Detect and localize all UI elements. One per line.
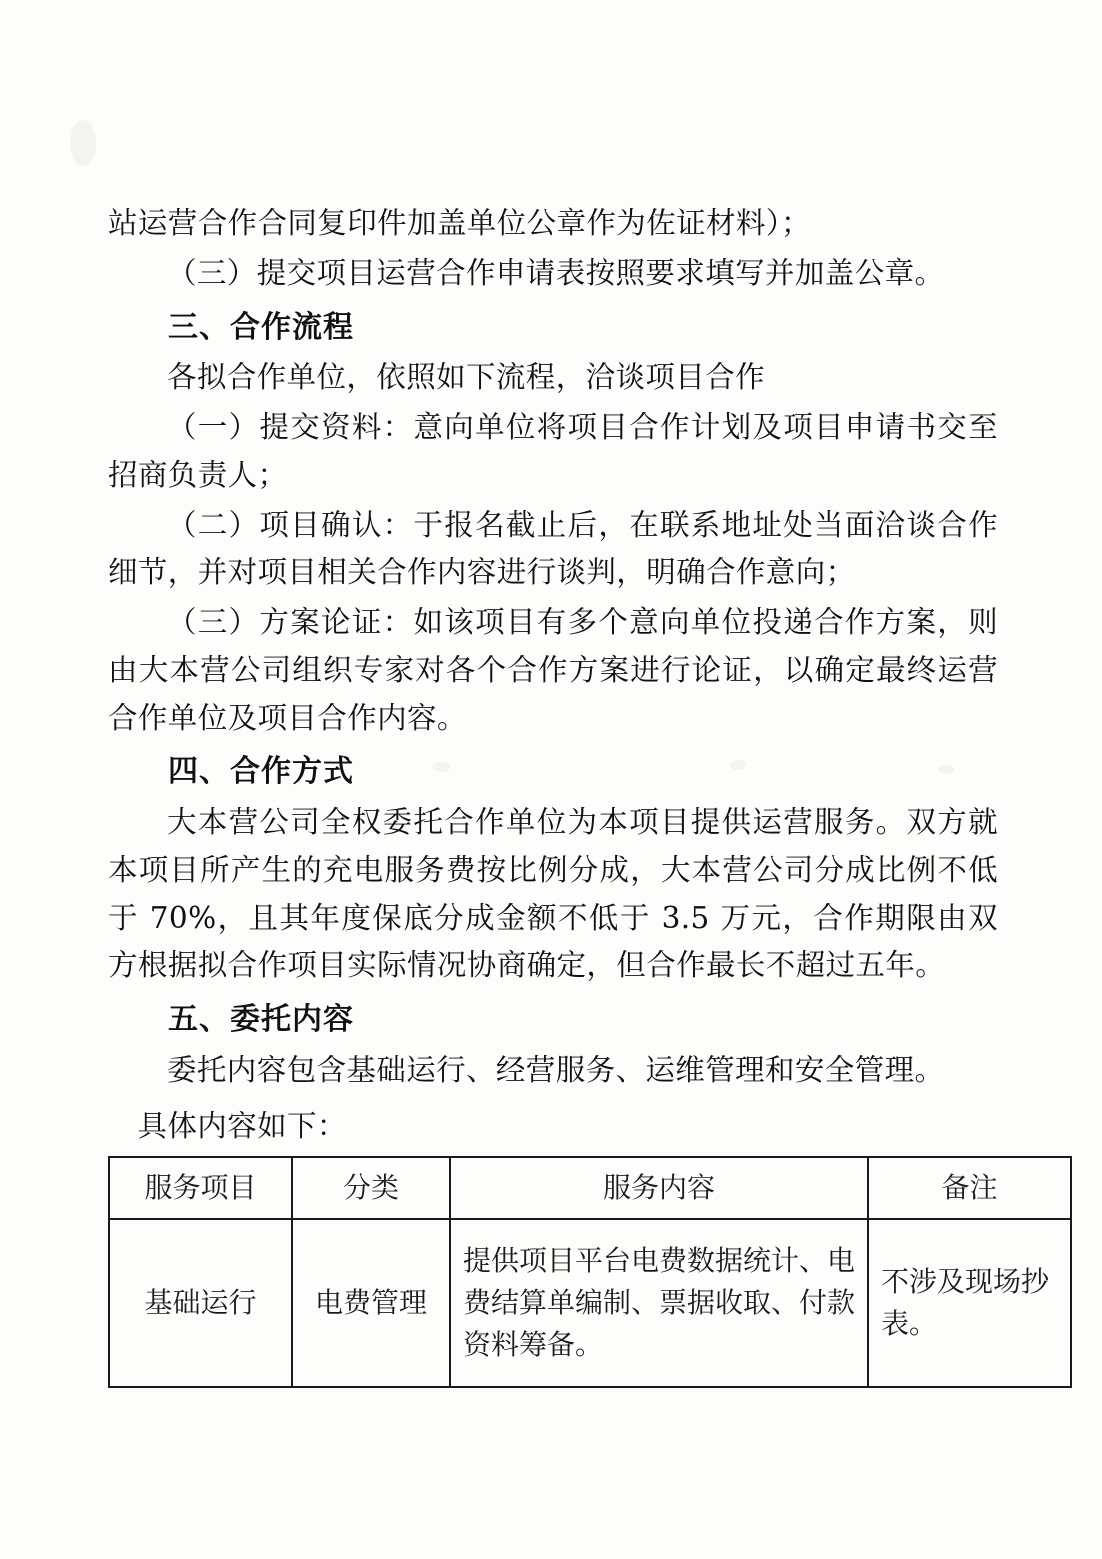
paragraph-entrust-content: 委托内容包含基础运行、经营服务、运维管理和安全管理。 bbox=[167, 1052, 945, 1087]
table-cell-service-content: 提供项目平台电费数据统计、电费结算单编制、票据收取、付款资料筹备。 bbox=[450, 1219, 868, 1387]
document-body bbox=[108, 200, 1050, 1388]
table-header-service-content: 服务内容 bbox=[450, 1157, 868, 1219]
table-header-category: 分类 bbox=[292, 1157, 450, 1219]
service-content-table bbox=[108, 1156, 1072, 1388]
table-header-service-item: 服务项目 bbox=[109, 1157, 292, 1219]
section-heading-3: 三、合作流程 bbox=[168, 309, 354, 345]
paragraph-process-1: （一）提交资料：意向单位将项目合作计划及项目申请书交至招商负责人； bbox=[108, 409, 998, 492]
paragraph-process-3: （三）方案论证：如该项目有多个意向单位投递合作方案，则由大本营公司组织专家对各个合作方案进行论证，以确定最终运营合作单位及项目合作内容。 bbox=[108, 605, 998, 735]
paragraph-process-intro: 各拟合作单位，依照如下流程，洽谈项目合作 bbox=[167, 360, 766, 395]
table-cell-service-item: 基础运行 bbox=[109, 1219, 292, 1387]
paper-smudge bbox=[70, 120, 96, 166]
paragraph-cooperation-mode: 大本营公司全权委托合作单位为本项目提供运营服务。双方就本项目所产生的充电服务费按比例分成，大本营公司分成比例不低于 70%，且其年度保底分成金额不低于 3.5 万元，合作期限由双方根据拟合作项目实际情况协商确定，但合作最长不超过五年。 bbox=[108, 805, 998, 983]
paragraph-process-2: （二）项目确认：于报名截止后，在联系地址处当面洽谈合作细节，并对项目相关合作内容进行谈判，明确合作意向； bbox=[108, 507, 998, 590]
table-body bbox=[109, 1219, 1071, 1387]
paragraph-continuation: 站运营合作合同复印件加盖单位公章作为佐证材料）； bbox=[108, 206, 811, 240]
paragraph-item-3: （三）提交项目运营合作申请表按照要求填写并加盖公章。 bbox=[167, 255, 945, 290]
table-cell-remark: 不涉及现场抄表。 bbox=[868, 1219, 1071, 1387]
table-header-row bbox=[109, 1157, 1071, 1219]
table-row bbox=[109, 1219, 1071, 1387]
section-heading-4: 四、合作方式 bbox=[168, 754, 354, 790]
table-cell-category: 电费管理 bbox=[292, 1219, 450, 1387]
paragraph-table-lead: 具体内容如下： bbox=[137, 1108, 347, 1143]
section-heading-5: 五、委托内容 bbox=[168, 1002, 354, 1038]
table-row bbox=[109, 1157, 1071, 1219]
table-header-remark: 备注 bbox=[868, 1157, 1071, 1219]
